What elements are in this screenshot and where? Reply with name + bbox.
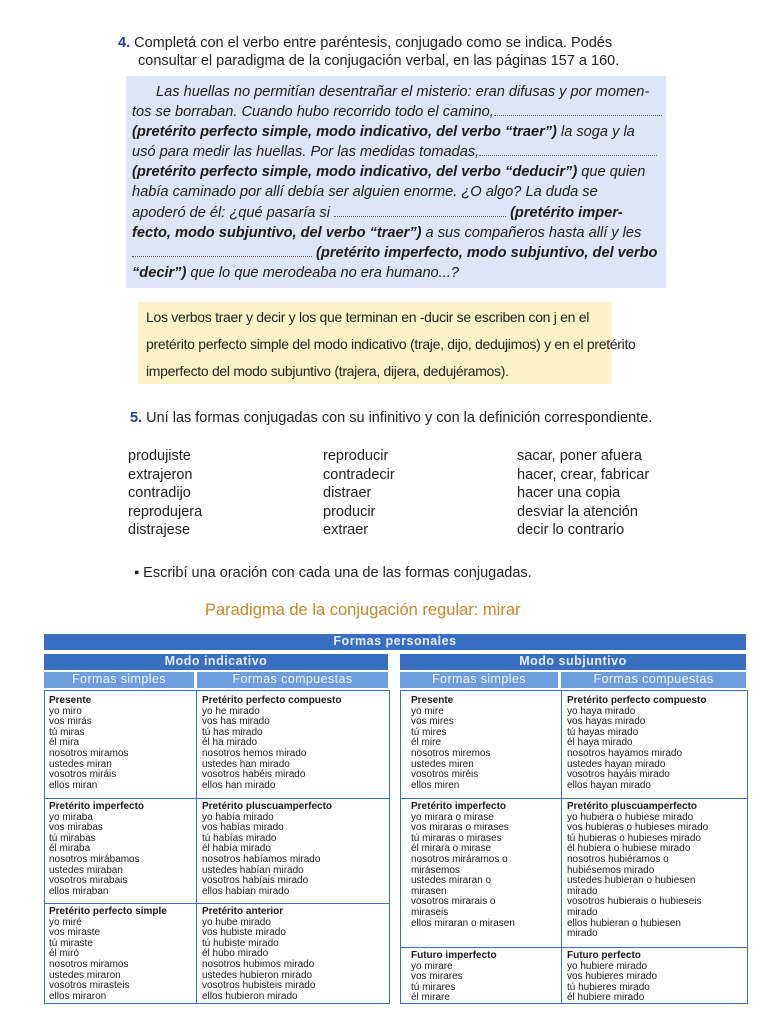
tense-futuro-imperfecto (407, 950, 561, 1004)
passage-line (132, 102, 662, 122)
conjugation-row: ellos miraran o mirasen (411, 917, 515, 929)
conjugation-row: yo hube mirado (202, 916, 271, 928)
match-item[interactable]: contradijo (128, 485, 191, 501)
conjugation-row: él mirara o mirase (411, 843, 492, 855)
passage-line (132, 203, 662, 223)
passage-text: que quien (577, 164, 646, 181)
conjugation-row: ustedes miran (49, 758, 112, 770)
conjugation-row: ellos miran (49, 779, 98, 791)
definitions-column (517, 447, 649, 540)
answer-blank[interactable] (132, 244, 312, 257)
passage-line (132, 243, 662, 263)
conjugation-row: ellos hayan mirado (567, 779, 651, 791)
instruction-line-1: Completá con el verbo entre paréntesis, conjugado como se indica. Podés (134, 35, 613, 51)
conjugation-row: tú mirabas (49, 832, 96, 844)
header-modo-indicativo: Modo indicativo (44, 654, 388, 670)
conjugation-row: vosotros hubierais o hubieseis (567, 896, 702, 908)
exercise-4-instruction (118, 34, 678, 70)
tense-futuro-perfecto (563, 950, 747, 1004)
conjugation-row: vos mires (411, 716, 454, 728)
bullet-instruction (134, 565, 532, 581)
conjugation-row: hubiésemos mirado (567, 864, 655, 876)
tense-heading: Pretérito perfecto simple (49, 906, 167, 917)
match-item[interactable]: extrajeron (128, 466, 193, 483)
conjugated-forms-column (128, 447, 202, 540)
tense-heading: Presente (49, 695, 92, 706)
passage-line (132, 162, 662, 182)
conjugation-row: ustedes han mirado (202, 758, 290, 770)
conjugation-row: tú mirares (411, 981, 456, 993)
conjugation-row: ustedes miraron (49, 969, 121, 981)
passage-text: a sus compañeros hasta allí y les (421, 224, 642, 241)
match-item[interactable]: sacar, poner afuera (517, 448, 642, 464)
header-formas-compuestas: Formas compuestas (561, 672, 746, 688)
conjugation-row: vosotros miráis (49, 769, 117, 781)
conjugation-row: ustedes miraran o (411, 875, 492, 887)
conjugation-row: nosotros hayamos mirado (567, 747, 683, 759)
conjugation-row: tú hubieres mirado (567, 981, 650, 993)
conjugation-row: él miraba (49, 843, 91, 855)
verb-hint: fecto, modo subjuntivo, del verbo “traer”) (132, 224, 422, 241)
passage-line: Las huellas no permitían desentrañar el misterio: eran difusas y por momen- (156, 84, 650, 100)
conjugation-row: yo mirare (411, 960, 453, 972)
tense-heading: Futuro perfecto (567, 950, 641, 961)
exercise-5-instruction (130, 410, 652, 426)
infinitives-column (323, 447, 395, 540)
passage-text: la soga y la (556, 124, 635, 141)
conjugation-row: vosotros miréis (411, 769, 479, 781)
passage-line (132, 223, 662, 243)
conjugation-row: vos miraras o mirases (411, 822, 509, 834)
conjugation-row: yo había mirado (202, 811, 274, 823)
paradigm-title: Paradigma de la conjugación regular: mirar (205, 601, 521, 619)
passage-text: que lo que merodeaba no era humano...? (186, 264, 459, 281)
match-item[interactable]: decir lo contrario (517, 522, 625, 538)
conjugation-row: vosotros habíais mirado (202, 875, 309, 887)
conjugation-row: él mire (411, 737, 442, 749)
conjugation-row: nosotros hubimos mirado (202, 958, 315, 970)
verb-hint: (pretérito perfecto simple, modo indicativo, del verbo “deducir”) (132, 164, 578, 181)
conjugation-row: ustedes hubieron mirado (202, 969, 313, 981)
conjugation-row: ellos han mirado (202, 779, 276, 791)
conjugation-row: yo miro (49, 705, 82, 717)
conjugation-row: tú miraste (49, 937, 93, 949)
conjugation-row: vos has mirado (202, 716, 270, 728)
passage-line (132, 263, 662, 283)
conjugation-row: vos habías mirado (202, 822, 284, 834)
conjugation-row: ellos miraban (49, 885, 109, 897)
conjugation-row: vos mirabas (49, 822, 103, 834)
conjugation-row: ustedes miren (411, 758, 474, 770)
conjugation-row: vos hayas mirado (567, 716, 646, 728)
conjugation-row: él hubiera o hubiese mirado (567, 843, 691, 855)
passage-text: apoderó de él: ¿qué pasaría si (132, 204, 335, 221)
match-item[interactable]: reproducir (323, 448, 389, 464)
answer-blank[interactable] (334, 204, 506, 217)
conjugation-row: mirado (567, 885, 598, 897)
tense-heading: Pretérito pluscuamperfecto (202, 801, 333, 812)
conjugation-row: tú hayas mirado (567, 726, 639, 738)
conjugation-row: nosotros habíamos mirado (202, 853, 321, 865)
passage-line (132, 142, 662, 162)
conjugation-row: él miró (49, 948, 80, 960)
conjugation-row: ellos miraron (49, 990, 107, 1002)
tense-heading: Presente (411, 695, 454, 706)
bullet-text: Escribí una oración con cada una de las formas conjugadas. (143, 565, 532, 581)
header-formas-simples: Formas simples (44, 672, 194, 688)
conjugation-row: ellos miren (411, 779, 460, 791)
tense-heading: Pretérito perfecto compuesto (567, 695, 707, 706)
match-item[interactable]: producir (323, 503, 376, 520)
note-line: Los verbos traer y decir y los que terminan en -ducir se escriben con j en el (146, 309, 590, 325)
conjugation-row: ustedes habían mirado (202, 864, 304, 876)
exercise-number: 4. (118, 35, 131, 51)
match-item[interactable]: desviar la atención (517, 503, 638, 520)
match-item[interactable]: hacer una copia (517, 485, 621, 501)
conjugation-row: tú miras (49, 726, 85, 738)
conjugation-row: mirado (567, 906, 598, 918)
tense-heading: Pretérito perfecto compuesto (202, 695, 342, 706)
verb-hint: (pretérito imperfecto, modo subjuntivo, del verbo (312, 244, 658, 261)
tense-heading: Pretérito pluscuamperfecto (567, 801, 698, 812)
conjugation-row: vos hubiste mirado (202, 927, 286, 939)
tense-heading: Futuro imperfecto (411, 950, 497, 961)
match-item[interactable]: hacer, crear, fabricar (517, 466, 650, 483)
conjugation-row: vos mirares (411, 971, 463, 983)
conjugation-row: yo haya mirado (567, 705, 636, 717)
match-item[interactable]: contradecir (323, 466, 395, 483)
conjugation-row: yo mire (411, 705, 444, 717)
conjugation-row: vosotros mirabais (49, 875, 128, 887)
conjugation-row: ellos hubieran o hubiesen (567, 917, 681, 929)
tense-preterito-imperfecto (407, 801, 561, 929)
tense-preterito-imperfecto (45, 801, 195, 897)
note-line: imperfecto del modo subjuntivo (trajera, dijera, dedujéramos). (146, 363, 509, 379)
header-formas-simples: Formas simples (400, 672, 558, 688)
indicativo-grid (44, 690, 390, 1004)
conjugation-row: vosotros mirarais o (411, 896, 496, 908)
conjugation-row: él hubo mirado (202, 948, 269, 960)
bullet-icon: ▪ (134, 565, 144, 581)
tense-preterito-pluscuamperfecto (198, 801, 388, 897)
conjugation-row: yo hubiere mirado (567, 960, 648, 972)
instruction-line-2: consultar el paradigma de la conjugación verbal, en las páginas 157 a 160. (138, 53, 620, 69)
conjugation-row: vos hubieres mirado (567, 971, 658, 983)
match-item[interactable]: distraer (323, 485, 372, 501)
passage-text: tos se borraban. Cuando hubo recorrido todo el camino, (132, 104, 494, 121)
conjugation-row: nosotros miramos (49, 958, 129, 970)
note-line: pretérito perfecto simple del modo indicativo (traje, dijo, dedujimos) y en el pretérito (146, 336, 636, 352)
conjugation-row: nosotros miramos (49, 747, 129, 759)
subjuntivo-grid (400, 690, 748, 1004)
conjugation-row: nosotros hemos mirado (202, 747, 307, 759)
tense-preterito-pluscuamperfecto (563, 801, 747, 940)
match-item[interactable]: produjiste (128, 448, 191, 464)
conjugation-row: vos miraste (49, 927, 101, 939)
instruction-text: Uní las formas conjugadas con su infinitivo y con la definición correspondiente. (146, 410, 653, 426)
conjugation-row: tú has mirado (202, 726, 263, 738)
conjugation-row: mirado (567, 928, 598, 940)
tense-heading: Pretérito anterior (202, 906, 284, 917)
grammar-note (138, 302, 636, 384)
conjugation-row: ustedes miraban (49, 864, 123, 876)
conjugation-row: él haya mirado (567, 737, 633, 749)
verb-hint: “decir”) (132, 264, 187, 281)
conjugation-row: él hubiere mirado (567, 992, 645, 1004)
conjugation-row: vos mirás (49, 716, 92, 728)
conjugation-row: yo hubiera o hubiese mirado (567, 811, 694, 823)
conjugation-row: yo he mirado (202, 705, 260, 717)
conjugation-row: nosotros miráramos o (411, 853, 508, 865)
tense-presente (407, 695, 561, 791)
match-item[interactable]: distrajese (128, 522, 191, 538)
passage-text: usó para medir las huellas. Por las medidas tomadas, (132, 144, 480, 161)
conjugation-row: ellos hubieron mirado (202, 990, 298, 1002)
verb-hint: (pretérito perfecto simple, modo indicativo, del verbo “traer”) (132, 124, 557, 141)
tense-preterito-perfecto-compuesto (198, 695, 388, 791)
passage-line: había caminado por allí debía ser alguien enorme. ¿O algo? La duda se (132, 184, 598, 201)
answer-blank[interactable] (479, 143, 657, 156)
conjugation-row: vosotros mirasteis (49, 980, 130, 992)
match-item[interactable]: extraer (323, 522, 369, 538)
tense-presente (45, 695, 195, 791)
conjugation-row: mirasen (411, 885, 447, 897)
conjugation-row: ellos habían mirado (202, 885, 290, 897)
tense-preterito-anterior (198, 906, 388, 1002)
conjugation-row: ustedes hubieran o hubiesen (567, 875, 696, 887)
conjugation-row: tú mires (411, 726, 447, 738)
conjugation-row: él mira (49, 737, 80, 749)
fill-in-passage (126, 76, 666, 288)
conjugation-row: yo miraba (49, 811, 93, 823)
answer-blank[interactable] (494, 103, 662, 116)
conjugation-row: nosotros miremos (411, 747, 491, 759)
conjugation-table (44, 634, 746, 1004)
conjugation-row: miraseis (411, 906, 449, 918)
conjugation-row: ustedes hayan mirado (567, 758, 666, 770)
conjugation-row: vosotros hubisteis mirado (202, 980, 316, 992)
tense-heading: Pretérito imperfecto (411, 801, 507, 812)
conjugation-row: vos hubieras o hubieses mirado (567, 822, 709, 834)
exercise-number: 5. (130, 410, 143, 426)
conjugation-row: tú miraras o mirases (411, 832, 502, 844)
header-formas-compuestas: Formas compuestas (197, 672, 388, 688)
conjugation-row: él había mirado (202, 843, 271, 855)
conjugation-row: yo mirara o mirase (411, 811, 494, 823)
verb-hint: (pretérito imper- (506, 204, 623, 221)
conjugation-row: mirásemos (411, 864, 460, 876)
conjugation-row: él ha mirado (202, 737, 258, 749)
conjugation-row: tú habías mirado (202, 832, 277, 844)
passage-line (132, 122, 662, 142)
conjugation-row: tú hubiste mirado (202, 937, 279, 949)
conjugation-row: nosotros hubiéramos o (567, 853, 669, 865)
table-header-formas-personales: Formas personales (44, 634, 746, 650)
match-item[interactable]: reprodujera (128, 503, 203, 520)
conjugation-row: nosotros mirábamos (49, 853, 140, 865)
conjugation-row: tú hubieras o hubieses mirado (567, 832, 701, 844)
conjugation-row: vosotros hayáis mirado (567, 769, 670, 781)
conjugation-row: yo miré (49, 916, 82, 928)
tense-preterito-perfecto-compuesto (563, 695, 747, 791)
conjugation-row: vosotros habéis mirado (202, 769, 306, 781)
header-modo-subjuntivo: Modo subjuntivo (400, 654, 746, 670)
tense-heading: Pretérito imperfecto (49, 801, 145, 812)
tense-preterito-perfecto-simple (45, 906, 195, 1002)
conjugation-row: él mirare (411, 992, 450, 1004)
